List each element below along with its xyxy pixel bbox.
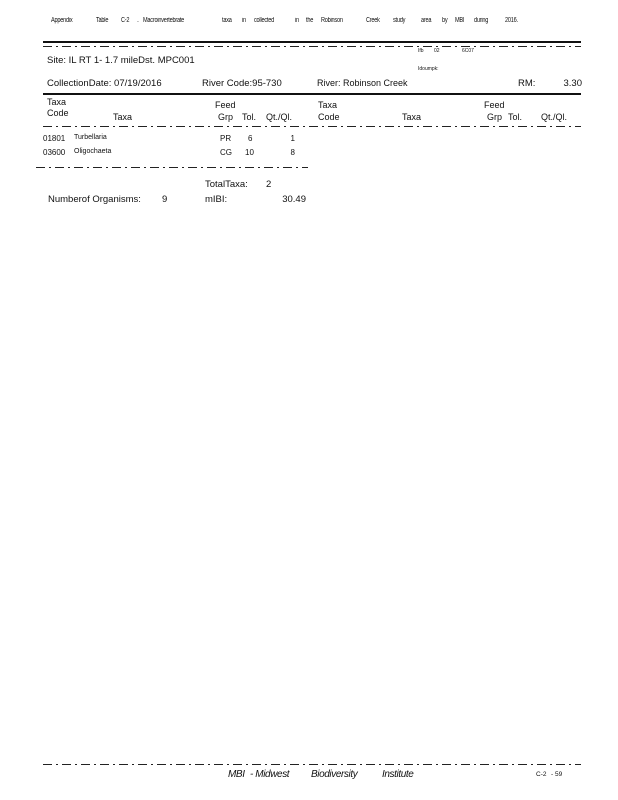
header-taxa-code-2: Code — [318, 112, 340, 122]
rows-dash-rule — [36, 167, 308, 168]
row-tol: 6 — [248, 134, 253, 143]
top-dash-rule — [43, 46, 581, 47]
header-taxa-code-1: Taxa — [318, 100, 338, 110]
caption-word: Macroinvertebrate — [143, 17, 185, 24]
caption-word: Creek — [366, 17, 380, 24]
header-mark: 02 — [434, 48, 440, 54]
caption-word: 2016. — [505, 17, 518, 24]
header-tol: Tol. — [508, 112, 523, 122]
header-mark: 6C07 — [462, 48, 474, 54]
header-dash-rule — [43, 126, 581, 127]
caption-word: during — [474, 17, 489, 24]
collection-date: CollectionDate: 07/19/2016 — [47, 78, 162, 89]
river-code: River Code:95-730 — [202, 78, 282, 89]
caption-word: collected — [254, 17, 274, 24]
header-feed-2: Grp — [218, 112, 234, 122]
mibi-label: mIBI: — [205, 194, 228, 205]
header-feed-2: Grp — [487, 112, 503, 122]
caption-word: area — [421, 17, 432, 24]
header-qt: Qt./Ql. — [266, 112, 293, 122]
header-mark: Idoumpk: — [418, 66, 439, 72]
rm-value: 3.30 — [563, 78, 582, 89]
caption-word: C-2 — [121, 17, 130, 24]
footer-org: Biodiversity — [311, 769, 358, 780]
footer-dash-rule — [43, 764, 581, 765]
caption-word: in — [295, 17, 299, 24]
caption-word: taxa — [222, 17, 232, 24]
row-grp: CG — [220, 148, 232, 157]
header-taxa: Taxa — [113, 112, 133, 122]
caption-word: Robinson — [321, 17, 343, 24]
total-taxa-label: TotalTaxa: — [205, 179, 248, 190]
row-code: 01801 — [43, 134, 66, 143]
caption-word: Appendix — [51, 17, 73, 24]
row-qt: 8 — [290, 148, 295, 157]
header-qt: Qt./Ql. — [541, 112, 568, 122]
header-feed-1: Feed — [215, 100, 236, 110]
caption-word: the — [306, 17, 314, 24]
header-feed-1: Feed — [484, 100, 505, 110]
top-rule — [43, 41, 581, 43]
row-qt: 1 — [290, 134, 295, 143]
row-taxa: Turbellaria — [74, 134, 107, 141]
caption-word: by — [442, 17, 448, 24]
footer-org: MBI — [228, 769, 245, 780]
caption-word: MBI — [455, 17, 465, 24]
header-tol: Tol. — [242, 112, 257, 122]
header-taxa: Taxa — [402, 112, 422, 122]
organisms-label: Numberof Organisms: — [48, 194, 141, 205]
caption-word: Table — [96, 17, 109, 24]
site-label: Site: IL RT 1- 1.7 mileDst. MPC001 — [47, 55, 195, 66]
header-rule — [43, 93, 581, 95]
footer-org: Institute — [382, 769, 414, 780]
river-name: River: Robinson Creek — [317, 78, 408, 88]
header-mark: Ifb — [418, 48, 424, 54]
page-number: - 59 — [551, 771, 563, 778]
total-taxa-value: 2 — [266, 179, 272, 190]
row-tol: 10 — [245, 148, 254, 157]
mibi-value: 30.49 — [282, 194, 306, 205]
row-code: 03600 — [43, 148, 66, 157]
organisms-value: 9 — [162, 194, 168, 205]
caption-word: study — [393, 17, 406, 24]
rm-label: RM: — [518, 78, 536, 89]
header-taxa-code-1: Taxa — [47, 97, 67, 107]
footer-org: - Midwest — [250, 769, 290, 780]
row-grp: PR — [220, 134, 232, 143]
page-number: C-2 — [536, 771, 547, 778]
header-taxa-code-2: Code — [47, 108, 69, 118]
row-taxa: Oligochaeta — [74, 148, 112, 155]
caption-word: in — [242, 17, 246, 24]
caption-word: . — [137, 17, 139, 24]
